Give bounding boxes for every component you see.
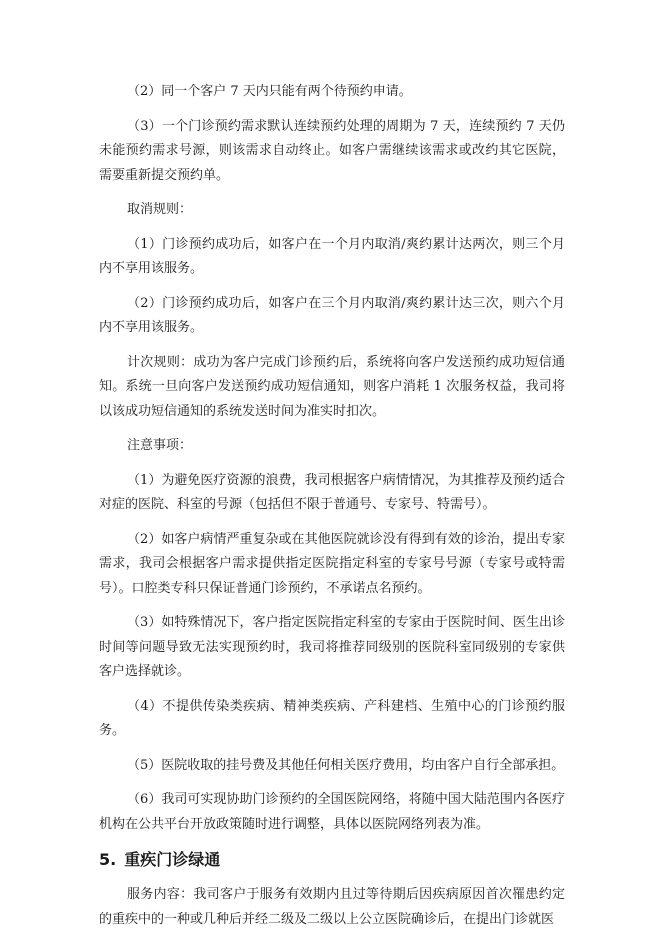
- paragraph-note-6: （6）我司可实现协助门诊预约的全国医院网络，将随中国大陆范围内各医疗机构在公共平台开放政策随时进行调整，具体以医院网络列表为准。: [99, 792, 565, 832]
- paragraph-note-4: （4）不提供传染类疾病、精神类疾病、产科建档、生殖中心的门诊预约服务。: [99, 698, 565, 738]
- document-body: [99, 80, 565, 932]
- paragraph-rule-2: （2）同一个客户 7 天内只能有两个待预约申请。: [127, 84, 412, 99]
- section-5-heading: [99, 847, 565, 873]
- paragraph-note-5: （5）医院收取的挂号费及其他任何相关医疗费用，均由客户自行全部承担。: [127, 757, 565, 773]
- paragraph-rule-3: （3）一个门诊预约需求默认连续预约处理的周期为 7 天，连续预约 7 天仍未能预约需求号源，则该需求自动终止。如客户需继续该需求或改约其它医院，需要重新提交预约单。: [99, 118, 565, 183]
- paragraph-count-rules: 计次规则：成功为客户完成门诊预约后，系统将向客户发送预约成功短信通知。系统一旦向客户发送预约成功短信通知，则客户消耗 1 次服务权益，我司将以该成功短信通知的系统发送时间为准实时扣次。: [99, 354, 565, 419]
- paragraph-cancel-1: （1）门诊预约成功后，如客户在一个月内取消/爽约累计达两次，则三个月内不享用该服务。: [99, 236, 565, 276]
- paragraph-note-1: （1）为避免医疗资源的浪费，我司根据客户病情情况，为其推荐及预约适合对症的医院、科室的号源（包括但不限于普通号、专家号、特需号）。: [99, 472, 565, 512]
- paragraph-note-2: （2）如客户病情严重复杂或在其他医院就诊没有得到有效的诊治，提出专家需求，我司会根据客户需求提供指定医院指定科室的专家号号源（专家号或特需号）。口腔类专科只保证普通门诊预约，不承诺点名预约。: [99, 531, 565, 596]
- heading-cancel-rules: 取消规则：: [127, 202, 193, 217]
- section-5-title: 重疾门诊绿通: [124, 850, 221, 869]
- section-5-number: 5.: [99, 850, 117, 869]
- paragraph-note-3: （3）如特殊情况下，客户指定医院指定科室的专家由于医院时间、医生出诊时间等问题导致无法实现预约时，我司将推荐同级别的医院科室同级别的专家供客户选择就诊。: [99, 615, 565, 679]
- paragraph-section-5-content: 服务内容：我司客户于服务有效期内且过等待期后因疾病原因首次罹患约定的重疾中的一种或几种后并经二级及二级以上公立医院确诊后，在提出门诊就医: [99, 887, 565, 927]
- paragraph-cancel-2: （2）门诊预约成功后，如客户在三个月内取消/爽约累计达三次，则六个月内不享用该服务。: [99, 295, 565, 335]
- heading-notes: 注意事项：: [127, 438, 193, 453]
